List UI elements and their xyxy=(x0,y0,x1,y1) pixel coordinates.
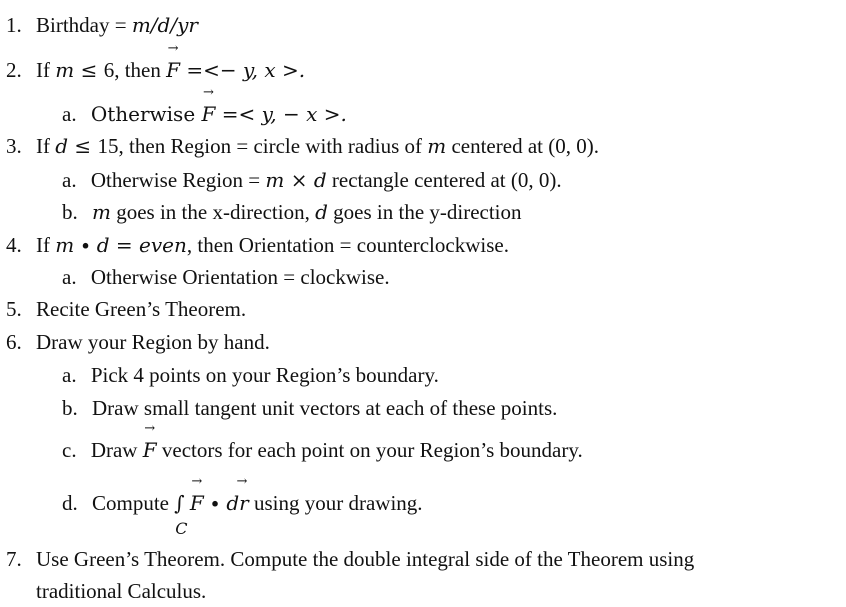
item-text: using your drawing. xyxy=(248,491,423,515)
vector-arrow-icon: → xyxy=(167,41,179,56)
item-number: 5. xyxy=(6,297,22,321)
list-item-3a xyxy=(62,167,562,193)
item-text: , then xyxy=(114,58,167,82)
item-number: a. xyxy=(62,363,77,387)
math-m: m xyxy=(55,58,75,82)
item-text: vectors for each point on your Region’s boundary. xyxy=(156,438,583,462)
item-text: Use Green’s Theorem. Compute the double integral side of the Theorem using xyxy=(36,547,695,571)
item-number: c. xyxy=(62,438,77,462)
list-item-6b xyxy=(62,395,557,421)
item-number: 4. xyxy=(6,233,22,257)
item-text: Draw xyxy=(90,438,143,462)
math-m: m xyxy=(92,200,111,224)
integral-symbol: ∫ C xyxy=(174,490,184,516)
item-text: Otherwise Orientation = clockwise. xyxy=(90,265,390,289)
math-d: d xyxy=(315,200,328,224)
leq-symbol: ≤ xyxy=(68,134,98,158)
math-m: m xyxy=(427,134,447,158)
list-item-3 xyxy=(6,133,599,159)
item-text: Recite Green’s Theorem. xyxy=(36,297,247,321)
vector-dr: → dr xyxy=(226,474,249,515)
item-text: Otherwise Region = xyxy=(90,168,266,192)
item-text: Draw small tangent unit vectors at each of these points. xyxy=(92,396,558,420)
list-item-6a xyxy=(62,362,439,388)
vector-arrow-icon: → xyxy=(144,421,156,436)
item-text: , then Orientation = counterclockwise. xyxy=(186,233,509,257)
math-d: d xyxy=(55,134,69,158)
list-item-2a xyxy=(62,85,347,127)
list-item-1 xyxy=(6,12,198,38)
math-expression: m × d xyxy=(265,168,327,192)
item-text: Draw your Region by hand. xyxy=(36,330,270,354)
list-item-2 xyxy=(6,41,306,83)
item-text: goes in the y-direction xyxy=(327,200,522,224)
math-expression: =< y, − x >. xyxy=(215,102,347,126)
vector-F: → F xyxy=(166,41,180,82)
list-item-6d xyxy=(62,474,423,538)
vector-arrow-icon: → xyxy=(191,474,203,489)
item-number: 2. xyxy=(6,58,22,82)
list-item-7-continued xyxy=(36,578,206,604)
item-text: centered at (0, 0). xyxy=(446,134,599,158)
item-number: b. xyxy=(62,396,78,420)
list-item-6 xyxy=(6,329,270,355)
vector-F: → F xyxy=(189,474,204,515)
math-expression: =<− y, x >. xyxy=(180,58,306,82)
item-text: traditional Calculus. xyxy=(36,579,207,603)
vector-arrow-icon: → xyxy=(203,85,214,100)
item-text: Compute xyxy=(92,491,175,515)
item-value: 6 xyxy=(103,58,115,82)
math-expression: m ∙ d = even xyxy=(55,233,187,257)
vector-F: → F xyxy=(201,85,216,126)
item-text: rectangle centered at (0, 0). xyxy=(326,168,562,192)
item-number: a. xyxy=(62,102,77,126)
list-item-3b xyxy=(62,199,522,225)
list-item-6c xyxy=(62,421,583,463)
item-text: If xyxy=(36,134,56,158)
item-number: 1. xyxy=(6,13,22,37)
integral-subscript: C xyxy=(175,519,188,538)
item-text: Pick 4 points on your Region’s boundary. xyxy=(90,363,439,387)
list-item-4 xyxy=(6,232,509,258)
list-item-4a xyxy=(62,264,390,290)
item-number: a. xyxy=(62,265,77,289)
item-number: d. xyxy=(62,491,78,515)
vector-arrow-icon: → xyxy=(236,474,248,489)
item-text: 15, then Region = circle with radius of xyxy=(97,134,428,158)
math-expression: m/d/yr xyxy=(131,13,198,37)
item-number: 6. xyxy=(6,330,22,354)
item-number: 7. xyxy=(6,547,22,571)
dot-operator: ∙ xyxy=(203,491,227,515)
item-number: a. xyxy=(62,168,77,192)
item-number: 3. xyxy=(6,134,22,158)
vector-F: → F xyxy=(142,421,157,462)
item-text: If xyxy=(36,58,56,82)
item-number: b. xyxy=(62,200,78,224)
list-item-7 xyxy=(6,546,694,572)
item-text: Birthday = xyxy=(36,13,132,37)
list-item-5 xyxy=(6,296,246,322)
leq-symbol: ≤ xyxy=(74,58,104,82)
item-text: goes in the x-direction, xyxy=(110,200,316,224)
item-text: Otherwise xyxy=(90,102,202,126)
item-text: If xyxy=(36,233,56,257)
